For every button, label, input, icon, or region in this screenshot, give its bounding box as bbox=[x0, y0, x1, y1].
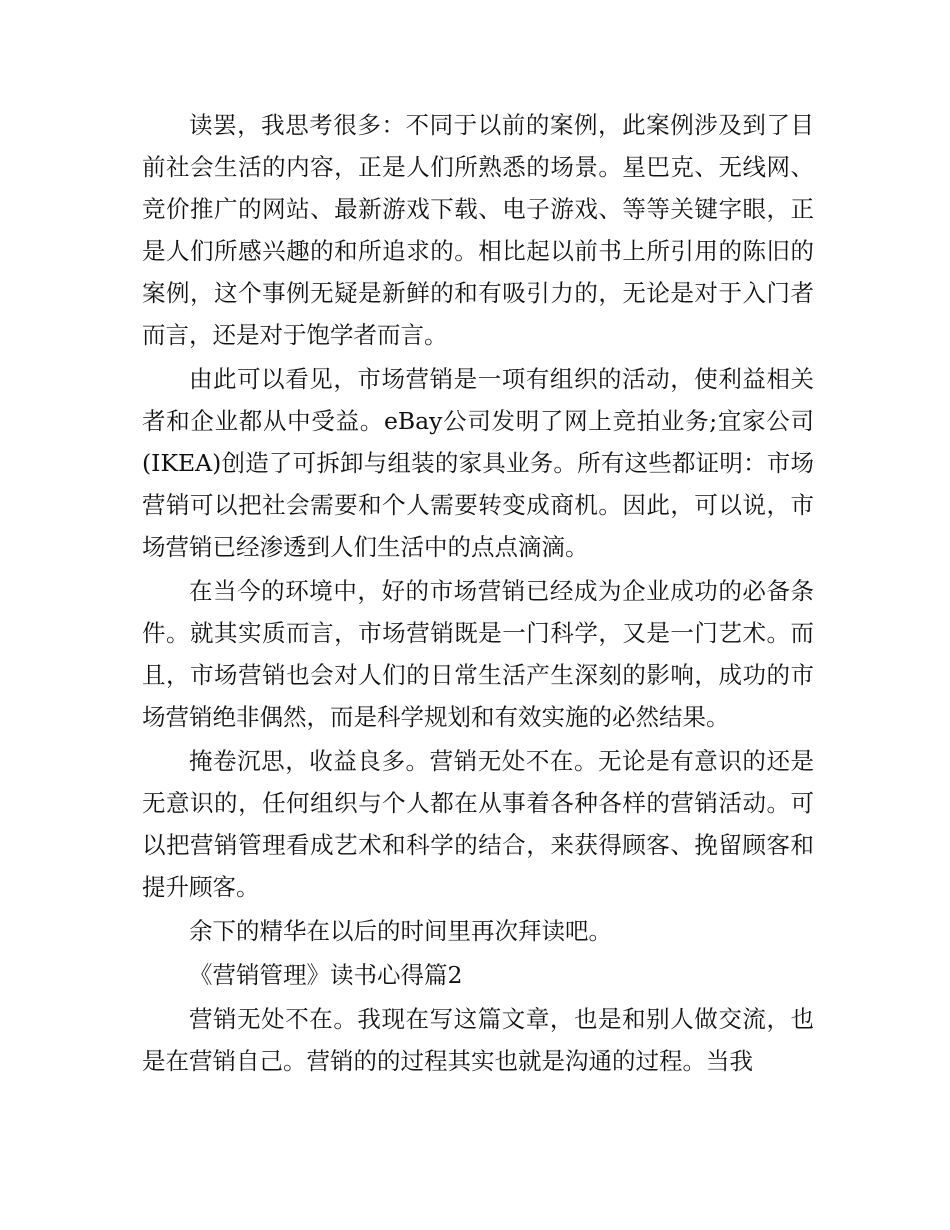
paragraph-1: 读罢，我思考很多：不同于以前的案例，此案例涉及到了目前社会生活的内容，正是人们所熟悉的场景。星巴克、无线网、竞价推广的网站、最新游戏下载、电子游戏、等等关键字眼，正是人们所感兴趣的和所追求的。相比起以前书上所引用的陈旧的案例，这个事例无疑是新鲜的和有吸引力的，无论是对于入门者而言，还是对于饱学者而言。 bbox=[142, 111, 814, 349]
paragraph-5: 余下的精华在以后的时间里再次拜读吧。 bbox=[189, 917, 612, 945]
paragraph-3: 在当今的环境中，好的市场营销已经成为企业成功的必备条件。就其实质而言，市场营销既是一门科学，又是一门艺术。而且，市场营销也会对人们的日常生活产生深刻的影响，成功的市场营销绝非偶然，而是科学规划和有效实施的必然结果。 bbox=[142, 577, 814, 731]
paragraph-6: 营销无处不在。我现在写这篇文章，也是和别人做交流，也是在营销自己。营销的的过程其实也就是沟通的过程。当我 bbox=[142, 1005, 814, 1075]
section-heading: 《营销管理》读书心得篇2 bbox=[189, 961, 463, 989]
paragraph-4: 掩卷沉思，收益良多。营销无处不在。无论是有意识的还是无意识的，任何组织与个人都在从事着各种各样的营销活动。可以把营销管理看成艺术和科学的结合，来获得顾客、挽留顾客和提升顾客。 bbox=[142, 747, 814, 901]
document-page bbox=[142, 104, 814, 1084]
paragraph-2: 由此可以看见，市场营销是一项有组织的活动，使利益相关者和企业都从中受益。eBay公司发明了网上竞拍业务;宜家公司(IKEA)创造了可拆卸与组装的家具业务。所有这些都证明：市场营销可以把社会需要和个人需要转变成商机。因此，可以说，市场营销已经渗透到人们生活中的点点滴滴。 bbox=[142, 365, 814, 561]
